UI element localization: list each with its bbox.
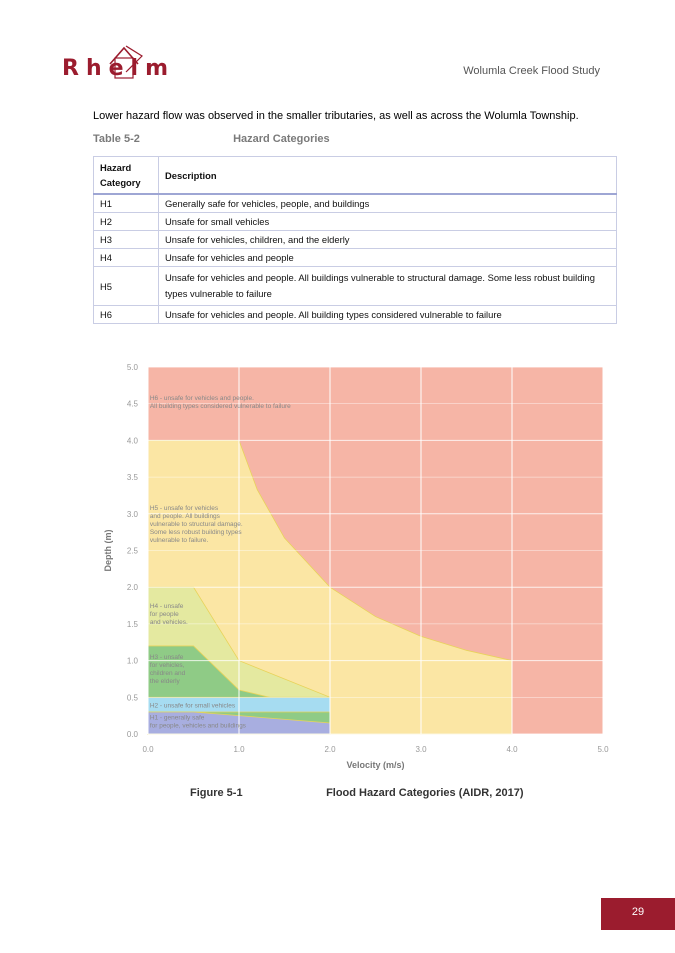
y-tick-label: 1.0 bbox=[126, 656, 138, 666]
row-description: Unsafe for small vehicles bbox=[159, 213, 617, 231]
row-category: H4 bbox=[94, 249, 159, 267]
y-tick-label: 0.0 bbox=[126, 730, 138, 739]
region-label-h2: H2 - unsafe for small vehicles bbox=[149, 702, 236, 710]
y-tick-label: 4.0 bbox=[126, 436, 138, 446]
logo-text: Rhelm bbox=[62, 56, 175, 81]
row-category: H1 bbox=[94, 194, 159, 213]
y-tick-label: 3.5 bbox=[126, 473, 138, 483]
region-label-h6: H6 - unsafe for vehicles and people. All building types considered vulnerable to failure bbox=[149, 395, 291, 411]
y-tick-label: 1.5 bbox=[126, 619, 138, 629]
y-tick-label: 0.5 bbox=[126, 693, 138, 703]
y-tick-label: 2.5 bbox=[126, 546, 138, 556]
row-category: H6 bbox=[94, 306, 159, 324]
rhelm-logo bbox=[62, 38, 182, 82]
table-row bbox=[94, 213, 617, 231]
table-row bbox=[94, 194, 617, 213]
table-number: Table 5-2 bbox=[93, 133, 140, 145]
table-header-row bbox=[94, 157, 617, 195]
x-tick-label: 2.0 bbox=[324, 745, 336, 754]
x-tick-label: 1.0 bbox=[233, 745, 245, 754]
row-category: H5 bbox=[94, 267, 159, 306]
x-tick-label: 0.0 bbox=[142, 745, 154, 754]
x-tick-label: 3.0 bbox=[415, 745, 427, 754]
row-category: H2 bbox=[94, 213, 159, 231]
region-label-h5: H5 - unsafe for vehicles and people. All buildings vulnerable to structural damage. Some less robust building types vulnerable to failure. bbox=[149, 505, 243, 545]
x-tick-label: 4.0 bbox=[506, 745, 518, 754]
table-row bbox=[94, 231, 617, 249]
figure-number: Figure 5-1 bbox=[190, 787, 243, 799]
row-description: Unsafe for vehicles and people. All building types considered vulnerable to failure bbox=[159, 306, 617, 324]
page-number: 29 bbox=[601, 898, 675, 930]
hazard-table bbox=[93, 156, 617, 324]
y-tick-label: 4.5 bbox=[126, 399, 138, 409]
y-tick-label: 2.0 bbox=[126, 583, 138, 593]
flood-hazard-chart bbox=[98, 355, 618, 775]
y-axis-label: Depth (m) bbox=[103, 529, 113, 572]
row-description: Generally safe for vehicles, people, and buildings bbox=[159, 194, 617, 213]
header-description: Description bbox=[159, 157, 617, 195]
figure-caption bbox=[190, 787, 524, 799]
header-hazard-category: Hazard Category bbox=[94, 157, 159, 195]
table-row bbox=[94, 267, 617, 306]
intro-paragraph: Lower hazard flow was observed in the smaller tributaries, as well as across the Wolumla Township. bbox=[93, 110, 579, 122]
table-caption bbox=[93, 133, 613, 145]
row-description: Unsafe for vehicles and people bbox=[159, 249, 617, 267]
region-label-h1: H1 - generally safe for people, vehicles and buildings bbox=[149, 714, 246, 730]
row-description: Unsafe for vehicles, children, and the elderly bbox=[159, 231, 617, 249]
table-row bbox=[94, 306, 617, 324]
x-axis-label: Velocity (m/s) bbox=[346, 760, 405, 770]
y-tick-label: 5.0 bbox=[126, 363, 138, 372]
document-title: Wolumla Creek Flood Study bbox=[463, 65, 600, 77]
row-category: H3 bbox=[94, 231, 159, 249]
table-title: Hazard Categories bbox=[233, 133, 330, 145]
region-label-h4: H4 - unsafe for people and vehicles. bbox=[149, 602, 188, 626]
figure-title: Flood Hazard Categories (AIDR, 2017) bbox=[326, 787, 524, 799]
x-tick-label: 5.0 bbox=[597, 745, 609, 754]
table-row bbox=[94, 249, 617, 267]
region-label-h3: H3 - unsafe for vehicles, children and the elderly bbox=[149, 654, 186, 686]
y-tick-label: 3.0 bbox=[126, 509, 138, 519]
row-description: Unsafe for vehicles and people. All buildings vulnerable to structural damage. Some less robust building types vulnerable to failure bbox=[159, 267, 617, 306]
